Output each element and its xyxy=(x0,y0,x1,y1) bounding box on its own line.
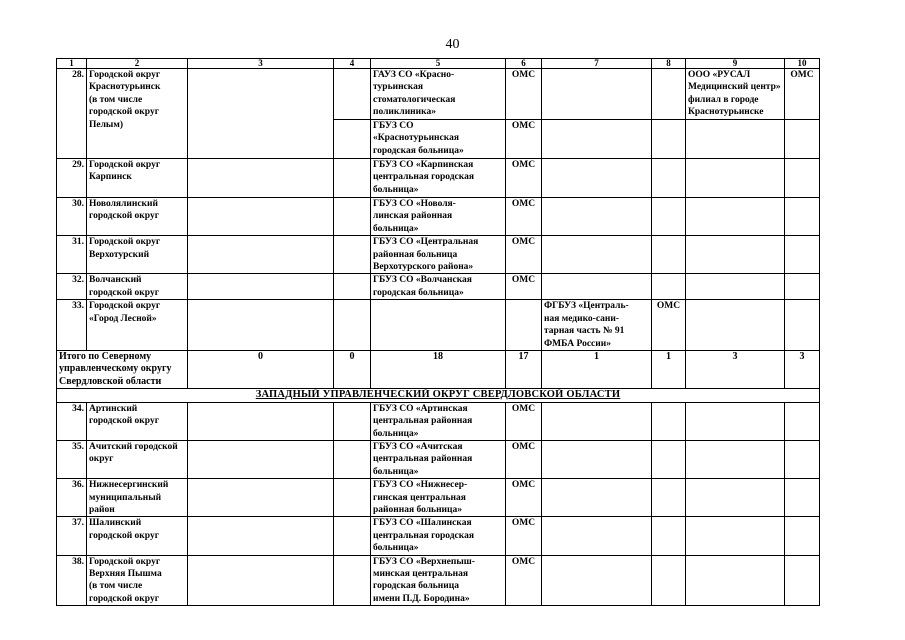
organization-cell: ГБУЗ СО «Карпинская центральная городская больница» xyxy=(371,159,506,198)
organization-cell: ГБУЗ СО «Краснотурьинская городская больница» xyxy=(371,120,506,159)
total-value: 17 xyxy=(506,351,542,389)
column-number: 3 xyxy=(188,59,334,69)
column-number: 9 xyxy=(686,59,785,69)
table-row xyxy=(57,402,820,440)
total-value: 0 xyxy=(188,351,334,389)
oms-cell: ОМС xyxy=(506,236,542,274)
municipality-cell: Городской округ «Город Лесной» xyxy=(87,300,188,351)
table-row xyxy=(57,440,820,478)
oms-cell: ОМС xyxy=(506,479,542,517)
municipality-cell: Городской округ Краснотурьинск (в том числе городской округ Пелым) xyxy=(87,69,188,159)
total-value: 3 xyxy=(785,351,820,389)
organization-cell: ГБУЗ СО «Нижнесер- гинская центральная районная больница» xyxy=(371,479,506,517)
oms-cell: ОМС xyxy=(506,69,542,120)
row-number: 38. xyxy=(57,555,87,606)
column-number: 4 xyxy=(334,59,371,69)
municipality-cell: Нижнесергинский муниципальный район xyxy=(87,479,188,517)
oms-cell: ОМС xyxy=(506,517,542,555)
municipality-cell: Новолялинский городской округ xyxy=(87,198,188,236)
organization-cell: ГБУЗ СО «Центральная районная больница Верхотурского района» xyxy=(371,236,506,274)
organization-cell: ГБУЗ СО «Артинская центральная районная больница» xyxy=(371,402,506,440)
total-value: 0 xyxy=(334,351,371,389)
oms-cell: ОМС xyxy=(506,440,542,478)
municipality-cell: Артинский городской округ xyxy=(87,402,188,440)
total-label: Итого по Северному управленческому округу Свердловской области xyxy=(57,351,188,389)
municipality-cell: Городской округ Верхотурский xyxy=(87,236,188,274)
organization-cell: ООО «РУСАЛ Медицинский центр» филиал в городе Краснотурьинске xyxy=(686,69,785,120)
table-row xyxy=(57,517,820,555)
row-number: 31. xyxy=(57,236,87,274)
column-number: 5 xyxy=(371,59,506,69)
row-number: 32. xyxy=(57,274,87,300)
organization-cell: ФГБУЗ «Централь- ная медико-сани- тарная часть № 91 ФМБА России» xyxy=(542,300,652,351)
oms-cell: ОМС xyxy=(506,120,542,159)
row-number: 36. xyxy=(57,479,87,517)
municipality-cell: Ачитский городской округ xyxy=(87,440,188,478)
row-number: 30. xyxy=(57,198,87,236)
column-number: 2 xyxy=(87,59,188,69)
column-number-row xyxy=(57,59,820,69)
table-row xyxy=(57,159,820,198)
column-number: 8 xyxy=(652,59,686,69)
oms-cell: ОМС xyxy=(652,300,686,351)
oms-cell: ОМС xyxy=(506,198,542,236)
page-number: 40 xyxy=(445,37,460,52)
row-number: 29. xyxy=(57,159,87,198)
row-number: 28. xyxy=(57,69,87,159)
column-number: 6 xyxy=(506,59,542,69)
oms-cell: ОМС xyxy=(506,402,542,440)
total-value: 18 xyxy=(371,351,506,389)
municipality-cell: Городской округ Карпинск xyxy=(87,159,188,198)
organization-cell: ГБУЗ СО «Верхнепыш- минская центральная городская больница имени П.Д. Бородина» xyxy=(371,555,506,606)
table-row xyxy=(57,236,820,274)
table-row xyxy=(57,198,820,236)
column-number: 7 xyxy=(542,59,652,69)
column-number: 10 xyxy=(785,59,820,69)
municipality-cell: Волчанский городской округ xyxy=(87,274,188,300)
table-row xyxy=(57,479,820,517)
municipality-cell: Шалинский городской округ xyxy=(87,517,188,555)
table-row xyxy=(57,300,820,351)
total-value: 1 xyxy=(652,351,686,389)
organization-cell: ГБУЗ СО «Новоля- линская районная больница» xyxy=(371,198,506,236)
total-value: 3 xyxy=(686,351,785,389)
total-row xyxy=(57,351,820,389)
municipality-cell: Городской округ Верхняя Пышма (в том числе городской округ xyxy=(87,555,188,606)
oms-cell: ОМС xyxy=(506,274,542,300)
row-number: 33. xyxy=(57,300,87,351)
column-number: 1 xyxy=(57,59,87,69)
total-value: 1 xyxy=(542,351,652,389)
organization-cell: ГБУЗ СО «Шалинская центральная городская больница» xyxy=(371,517,506,555)
oms-cell: ОМС xyxy=(785,69,820,120)
row-number: 37. xyxy=(57,517,87,555)
section-title: ЗАПАДНЫЙ УПРАВЛЕНЧЕСКИЙ ОКРУГ СВЕРДЛОВСКОЙ ОБЛАСТИ xyxy=(57,389,820,402)
table-row xyxy=(57,274,820,300)
organization-cell: ГБУЗ СО «Ачитская центральная районная больница» xyxy=(371,440,506,478)
organization-cell: ГАУЗ СО «Красно- турьинская стоматологическая поликлиника» xyxy=(371,69,506,120)
table-row xyxy=(57,69,820,120)
table-row xyxy=(57,555,820,606)
organization-cell: ГБУЗ СО «Волчанская городская больница» xyxy=(371,274,506,300)
oms-cell: ОМС xyxy=(506,159,542,198)
data-table xyxy=(56,58,820,606)
row-number: 35. xyxy=(57,440,87,478)
row-number: 34. xyxy=(57,402,87,440)
oms-cell: ОМС xyxy=(506,555,542,606)
section-title-row xyxy=(57,389,820,402)
